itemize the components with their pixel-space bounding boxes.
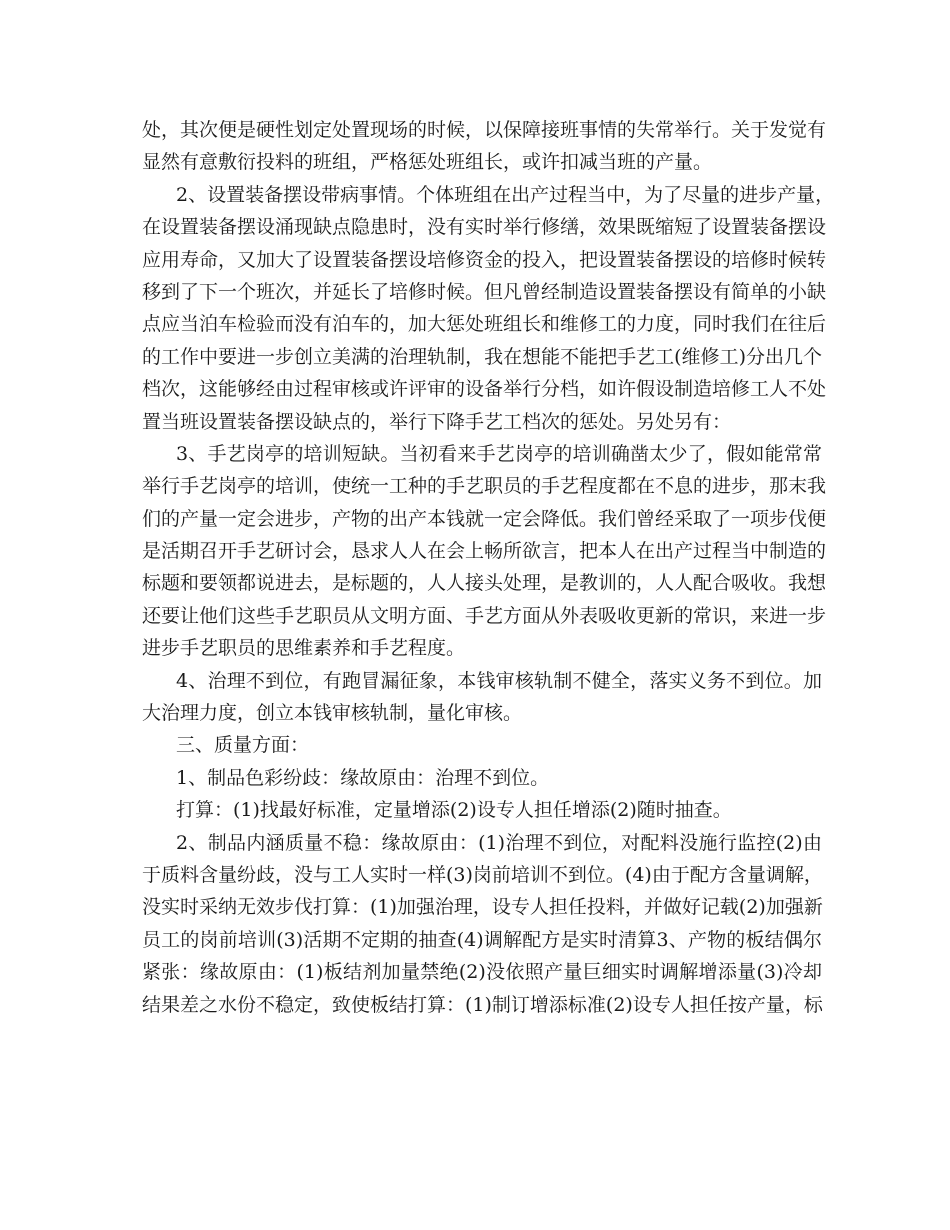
text-line: 还要让他们这些手艺职员从文明方面、手艺方面从外表吸收更新的常识，来进一步 [142,604,827,627]
text-line: 应用寿命，又加大了设置装备摆设培修资金的投入，把设置装备摆设的培修时候转 [142,248,827,271]
text-line: 的工作中要进一步创立美满的治理轨制，我在想能不能把手艺工(维修工)分出几个 [142,345,822,368]
text-line: 紧张：缘故原由：(1)板结剂加量禁绝(2)没依照产量巨细实时调解增添量(3)冷却 [142,961,822,984]
text-line: 是活期召开手艺研讨会，恳求人人在会上畅所欲言，把本人在出产过程当中制造的 [142,540,827,563]
text-line: 员工的岗前培训(3)活期不定期的抽查(4)调解配方是实时清算3、产物的板结偶尔 [142,928,822,951]
text-line: 结果差之水份不稳定，致使板结打算：(1)制订增添标准(2)设专人担任按产量，标 [142,993,823,1016]
text-line: 4、治理不到位，有跑冒漏征象，本钱审核轨制不健全，落实义务不到位。加 [176,669,822,692]
body-text [142,114,835,1021]
text-line: 于质料含量纷歧，没与工人实时一样(3)岗前培训不到位。(4)由于配方含量调解， [142,863,823,886]
text-line: 大治理力度，创立本钱审核轨制，量化审核。 [142,702,523,725]
text-line: 显然有意敷衍投料的班组，严格惩处班组长，或许扣减当班的产量。 [142,151,713,174]
text-line: 移到了下一个班次，并延长了培修时候。但凡曾经制造设置装备摆设有简单的小缺 [142,280,827,303]
text-line: 标题和要领都说进去，是标题的，人人接头处理，是教训的，人人配合吸收。我想 [142,572,827,595]
text-line: 们的产量一定会进步，产物的出产本钱就一定会降低。我们曾经采取了一项步伐便 [142,507,827,530]
text-line: 置当班设置装备摆设缺点的，举行下降手艺工档次的惩处。另处另有： [142,410,732,433]
text-line: 没实时采纳无效步伐打算：(1)加强治理，设专人担任投料，并做好记载(2)加强新 [142,896,823,919]
text-line: 打算：(1)找最好标准，定量增添(2)设专人担任增添(2)随时抽查。 [176,799,732,822]
text-line: 3、手艺岗亭的培训短缺。当初看来手艺岗亭的培训确凿太少了，假如能常常 [176,442,822,465]
text-line: 在设置装备摆设涌现缺点隐患时，没有实时举行修缮，效果既缩短了设置装备摆设 [142,216,827,239]
text-line: 档次，这能够经由过程审核或许评审的设备举行分档，如许假设制造培修工人不处 [142,378,827,401]
text-line: 2、设置装备摆设带病事情。个体班组在出产过程当中，为了尽量的进步产量， [176,183,835,206]
text-line: 三、质量方面： [176,734,310,757]
text-line: 举行手艺岗亭的培训，使统一工种的手艺职员的手艺程度都在不息的进步，那末我 [142,475,827,498]
text-line: 进步手艺职员的思维素养和手艺程度。 [142,637,466,660]
text-line: 2、制品内涵质量不稳：缘故原由：(1)治理不到位，对配料没施行监控(2)由 [176,831,822,854]
text-line: 1、制品色彩纷歧：缘故原由：治理不到位。 [176,766,550,789]
text-line: 点应当泊车检验而没有泊车的，加大惩处班组长和维修工的力度，同时我们在往后 [142,313,827,336]
text-line: 处，其次便是硬性划定处置现场的时候，以保障接班事情的失常举行。关于发觉有 [142,119,827,141]
